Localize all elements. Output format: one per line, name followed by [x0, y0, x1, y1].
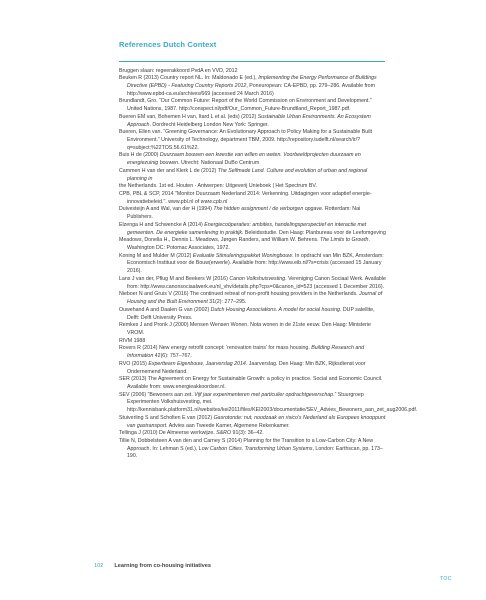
- reference-title-segment: S&RO: [216, 430, 232, 437]
- reference-title-segment: Canon Volkshuisvesting: [229, 275, 286, 282]
- reference-text-segment: Cammen H van der and Klerk L de (2012): [119, 167, 218, 174]
- reference-entry: [119, 376, 387, 391]
- reference-text-segment: Lans J van der, Pflug M and Beekers W (2016): [119, 275, 230, 282]
- reference-title-segment: www.cpb.nl: [200, 198, 228, 205]
- reference-entry: [119, 206, 387, 221]
- reference-entry: [119, 68, 387, 76]
- reference-entry: [119, 307, 387, 322]
- reference-entry: [119, 415, 387, 430]
- reference-text-segment: Duivesteijn A and Wal, van der H (1994): [119, 206, 214, 213]
- reference-text-segment: . In opdracht van Min BZK, Amsterdam: Economisch Instituut voor de Bouw(erwerle). Available from: http://www.eib.nl/?s=crisis (accessed 15 January 2016).: [127, 252, 384, 275]
- reference-title-segment: Low Carbon Cities. Transforming Urban Systems: [198, 445, 313, 452]
- reference-title-segment: The Selfmade Land. Culture and evolution of urban and regional planning in: [127, 167, 368, 182]
- reference-title-segment: Gasrotonde: nut, noodzaak en risico's Nederland als Europees knooppunt van gastransport: [127, 414, 386, 429]
- reference-entry: [119, 114, 387, 129]
- reference-entry: [119, 129, 387, 152]
- reference-entry: [119, 253, 387, 276]
- page-number: 102: [94, 563, 104, 569]
- reference-text-segment: Buis H de (2000): [119, 152, 160, 159]
- reference-text-segment: . Utrecht: Nationaal DuBo Centrum: [178, 160, 260, 167]
- toc-link[interactable]: TOC: [440, 576, 452, 582]
- reference-text-segment: Beuken R (2013) Country report NL. In: Maldonado E (ed.),: [119, 75, 259, 82]
- reference-entry: [119, 391, 418, 415]
- reference-entry: [119, 222, 387, 237]
- reference-entry: [119, 276, 387, 291]
- reference-list: [119, 67, 418, 462]
- reference-text-segment: CPB, PBL & SCP, 2014 "Monitor Duurzaam Nederland 2014: Verkenning. Uitdagingen voor adaptief energie-innovatiebeleid.". www.pbl.nl of: [119, 191, 372, 205]
- reference-text-segment: SER (2013) The Agreement on Energy for Sustainable Growth: a policy in practice. Social and Economic Council. Available from: www.energieakkoordser.nl.: [119, 376, 383, 390]
- reference-text-segment: . Jaarverslag. Den Haag: Min BZK, Rijksdienst voor Ondernemend Nederland.: [127, 360, 366, 375]
- reference-entry: [119, 322, 387, 337]
- reference-entry: [119, 75, 387, 98]
- reference-entry: [119, 191, 387, 206]
- reference-title-segment: Journal of Housing and the Built Environment: [127, 291, 383, 306]
- reference-text-segment: 42(6): 757–767.: [153, 353, 192, 360]
- reference-title-segment: Evaluatie Stimuleringspakket Woningbouw: [192, 252, 293, 259]
- reference-entry: [119, 430, 387, 438]
- reference-text-segment: SEV (2006) “Bewoners aan zet.: [119, 391, 195, 398]
- reference-title-segment: Dutch Housing Associations. A model for social housing: [210, 306, 340, 313]
- reference-title-segment: The hidden assignment / de verborgen opgave: [213, 206, 322, 213]
- reference-title-segment: Vijf jaar experimenteren met particulier opdrachtgeverschap: [194, 391, 334, 398]
- reference-entry: [119, 152, 387, 167]
- reference-title-segment: Building Research and Information: [127, 345, 365, 360]
- reference-text-segment: . Vereniging Canon Sociaal Werk. Available from: http://www.canonsociaalwerk.eu/nl_vhv/details.php?cps=0&canon_id=523 (accessed 1 December 2016).: [127, 275, 386, 290]
- reference-text-segment: Bueren EM van, Bohemen H van, Itard L et al. (eds) (2012): [119, 113, 258, 120]
- reference-text-segment: Meadows, Donella H., Dennis L. Meadows, Jørgen Randers, and William W. Behrens.: [119, 237, 321, 244]
- page-footer: [94, 563, 211, 569]
- reference-text-segment: Koning M and Mulder M (2012): [119, 252, 193, 259]
- reference-text-segment: . Advies aan Tweede Kamer, Algemene Rekenkamer.: [166, 422, 290, 429]
- reference-text-segment: the Netherlands. 1st ed. Houten - Antwerpen: Uitgeverij Unieboek | Het Spectrum BV.: [119, 183, 317, 190]
- reference-title-segment: Duurzaam bouwen een kwestie van willen en weten. Voorbeeldprojecten duurzaam en energiezuinig bouwen: [127, 152, 361, 167]
- reference-entry: [119, 338, 387, 346]
- reference-text-segment: , London: Earthscan, pp. 173–190.: [127, 445, 383, 460]
- reference-text-segment: Tillie N, Dobbelsteen A van den and Carney S (2014) Planning for the Transition to a Low-Carbon City: A New Approach. In: Lehman S (ed.),: [119, 438, 373, 452]
- reference-text-segment: Bueren, Ellen van. “Greening Governance: An Evolutionary Approach to Policy Making for a Sustainable Built Environment.” University of Technology, department TBM, 2009. http://repository.tudelft.nl/search/ir/?q=subject:%22TOS.56.61%22.: [119, 129, 373, 151]
- reference-entry: [119, 345, 387, 360]
- reference-text-segment: . Rotterdam: Nai Publishers.: [127, 206, 361, 221]
- reference-title-segment: The Limits to Growth: [320, 237, 369, 244]
- reference-title-segment: Experttearn Eigenbouw, Jaarverslag 2014: [148, 360, 246, 367]
- reference-text-segment: . Beleidsstudie. Den Haag: Planbureau voor de Leefomgeving: [241, 229, 386, 236]
- reference-text-segment: . Dordrecht Heidelberg London New York: Springer.: [149, 121, 269, 128]
- reference-text-segment: Nieboer N and Gruis V (2016) The continued retreat of non-profit housing providers in the Netherlands.: [119, 291, 360, 298]
- reference-entry: [119, 168, 387, 183]
- reference-text-segment: 31(2): 277–295.: [207, 299, 247, 306]
- reference-text-segment: Tellinga J (2010) De Almeerse werkwijze.: [119, 430, 217, 437]
- reference-entry: [119, 438, 387, 461]
- reference-text-segment: Elzenga H and Schwencke A (2014): [119, 221, 205, 228]
- reference-text-segment: Rovers R (2014) New energy retrofit concept: 'renovation trains' for mass housing.: [119, 345, 312, 352]
- reference-entry: [119, 291, 387, 306]
- running-title: Learning from co-housing initiatives: [114, 563, 211, 569]
- reference-text-segment: . Washington DC: Potomac Associates, 1972.: [127, 237, 370, 252]
- reference-entry: [119, 183, 387, 191]
- reference-text-segment: , Poneuropean: CA-EPBD, pp. 279–286. Available from http://www.epbd-ca.eu/archives/669 (accessed 24 March 2016): [127, 82, 375, 97]
- reference-text-segment: . DUP satellite, Delft: Delft University Press.: [127, 306, 375, 321]
- reference-title-segment: Energiecoöperaties: ambities, handelingsperspectief en interactie met gemeenten. De energieke samenleving in praktijk: [127, 221, 367, 236]
- reference-entry: [119, 98, 387, 113]
- reference-text-segment: Ouwehand A and Daalen G van (2002): [119, 306, 211, 313]
- reference-text-segment: Stuiverling S and Scholten E van (2012): [119, 414, 214, 421]
- title-divider: [119, 61, 385, 62]
- page-title: References Dutch Context: [119, 40, 217, 49]
- reference-title-segment: Implementing the Energy Performance of Buildings Directive (EPBD) - Featuring Country Reports 2012: [127, 75, 377, 89]
- reference-text-segment: .” Stuurgroep Experimenten Volkshuisvesting, mei. http://kennisbank.platform31.nl/websites/kei2011/files/KEI2003/documentatie/SEV_Advies_Bewoners_aan_zet_aug2006.pdf.: [127, 391, 418, 414]
- reference-text-segment: RVO (2015): [119, 360, 149, 367]
- reference-text-segment: RIVM 1988: [119, 337, 146, 344]
- reference-text-segment: Brundlandt, Gro. “Our Common Future: Report of the World Commission on Environment and Development.” United Nations, 1987. http://conspect.nl/pdf/Our_Common_Future-Brundtland_Report_1987.pdf.: [119, 98, 372, 113]
- reference-entry: [119, 361, 387, 376]
- reference-title-segment: Sustainable Urban Environments. An Ecosystem Approach: [127, 113, 371, 128]
- reference-text-segment: Bruggen slaan: regeerakkoord PvdA en VVD, 2012: [119, 67, 238, 74]
- reference-text-segment: 91(3): 36–42.: [231, 430, 264, 437]
- reference-entry: [119, 237, 387, 252]
- reference-text-segment: Remkes J and Pronk J (2000) Mensen Wensen Wonen. Nota wonen in de 21ste eeuw. Den Haag: Ministerie VROM.: [119, 322, 371, 336]
